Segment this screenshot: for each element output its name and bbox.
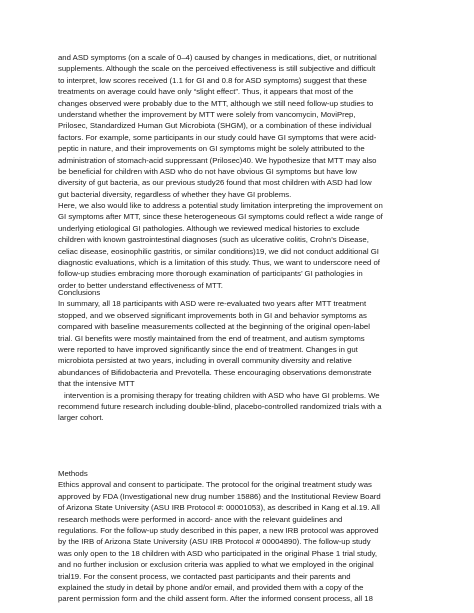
paragraph-line: children with known gastrointestinal diagnoses (such as ulcerative colitis, Crohn’s Disease, <box>58 235 369 245</box>
methods-section <box>58 468 381 605</box>
paragraph-line: by the IRB of Arizona State University (ASU IRB Protocol # 00004890). The follow-up study <box>58 537 371 547</box>
paragraph-line: was only open to the 18 children with ASD who participated in the original Phase 1 trial study, <box>58 548 378 558</box>
paragraph-line: Ethics approval and consent to participate. The protocol for the original treatment study was <box>58 480 372 490</box>
conclusions-section <box>58 287 382 424</box>
paragraph-line: to interpret, low scores received (1.1 for GI and 0.8 for ASD symptoms) suggest that these <box>58 75 367 85</box>
paragraph-line: and ASD symptoms (on a scale of 0–4) caused by changes in medications, diet, or nutritional <box>58 53 377 62</box>
paragraph-line: celiac disease, eosinophilic gastritis, or similar conditions)19, we did not conduct additional GI <box>58 246 379 256</box>
paragraph-line: of Arizona State University (ASU IRB Protocol #: 00001053), as described in Kang et al.19. All <box>58 503 380 513</box>
paragraph-line: peptic in nature, and their improvements on GI symptoms might be solely attributed to the <box>58 144 365 154</box>
paragraph-line: trial. GI benefits were mostly maintained from the end of treatment, and autism symptoms <box>58 333 365 343</box>
paragraph-line: factors. For example, some participants in our study could have GI symptoms that were acid- <box>58 132 377 142</box>
paragraph-line: were reported to have improved significantly since the end of treatment. Changes in gut <box>58 344 358 354</box>
paragraph-line: recommend future research including double-blind, placebo-controlled randomized trials with a <box>58 401 382 411</box>
paragraph-line: that the intensive MTT <box>58 379 135 389</box>
paragraph-line: research methods were performed in accord- ance with the relevant guidelines and <box>58 514 343 524</box>
paragraph-line: explained the study in detail by phone and/or email, and provided them with a copy of the <box>58 582 364 592</box>
paragraph-line: approved by FDA (Investigational new drug number 15886) and the Institutional Review Board <box>58 491 381 501</box>
paragraph-line: underlying etiological GI pathologies. Although we reviewed medical histories to exclude <box>58 223 360 233</box>
paragraph-line: understand whether the improvement by MTT were solely from vancomycin, MoviPrep, <box>58 109 356 119</box>
paragraph-line: stopped, and we observed significant improvements both in GI and behavior symptoms as <box>58 310 367 320</box>
paragraph-line: larger cohort. <box>58 413 104 423</box>
paragraph-line: order to better understand effectiveness of MTT. <box>58 280 223 290</box>
paragraph-line: changes observed were probably due to the MTT, although we still need follow-up studies to <box>58 98 374 108</box>
paragraph-line: compared with baseline measurements collected at the beginning of the original open-label <box>58 322 370 332</box>
section-heading-conclusions: Conclusions <box>58 288 101 297</box>
paragraph-line: Prilosec, Standardized Human Gut Microbiota (SHGM), or a combination of these individual <box>58 121 372 131</box>
paragraph-line: Here, we also would like to address a potential study limitation interpreting the improvement on <box>58 201 383 211</box>
paragraph-line: treatments on average could have only “slight effect”. Thus, it appears that most of the <box>58 87 354 97</box>
section-heading-methods: Methods <box>58 469 88 478</box>
paragraph-line: supplements. Although the scale on the perceived effectiveness is still subjective and difficult <box>58 64 376 74</box>
paragraph-line: parent permission form and the child assent form. After the informed consent process, all 18 <box>58 594 373 604</box>
paragraph-line: gut bacterial diversity, regardless of whether they have GI problems. <box>58 189 292 199</box>
paragraph-line: be beneficial for children with ASD who do not have obvious GI symptoms but have low <box>58 166 357 176</box>
paragraph-line: regulations. For the follow-up study described in this paper, a new IRB protocol was approved <box>58 525 379 535</box>
paragraph-line: In summary, all 18 participants with ASD were re-evaluated two years after MTT treatment <box>58 299 367 309</box>
paragraph-line: and no further inclusion or exclusion criteria was applied to what we employed in the original <box>58 560 374 570</box>
paragraph-line: GI symptoms after MTT, since these heterogeneous GI symptoms could reflect a wide range of <box>58 212 383 222</box>
paragraph-line: abundances of Bifidobacteria and Prevotella. These encouraging observations demonstrate <box>58 367 372 377</box>
paragraph-line: diagnostic evaluations, which is a limitation of this study. Thus, we want to underscore need of <box>58 258 380 268</box>
paragraph-line: follow-up studies embracing more thorough examination of participants’ GI pathologies in <box>58 269 363 279</box>
paragraph-line: diversity of gut bacteria, as our previous study26 found that most children with ASD had low <box>58 178 372 188</box>
paragraph-line: microbiota persisted at two years, including in overall community diversity and relative <box>58 356 352 366</box>
intro-section <box>58 52 383 291</box>
paragraph-line: trial19. For the consent process, we contacted past participants and their parents and <box>58 571 351 581</box>
paragraph-line: administration of stomach-acid suppressant (Prilosec)40. We hypothesize that MTT may also <box>58 155 377 165</box>
paragraph-line-indented: intervention is a promising therapy for treating children with ASD who have GI problems. We <box>64 390 380 400</box>
